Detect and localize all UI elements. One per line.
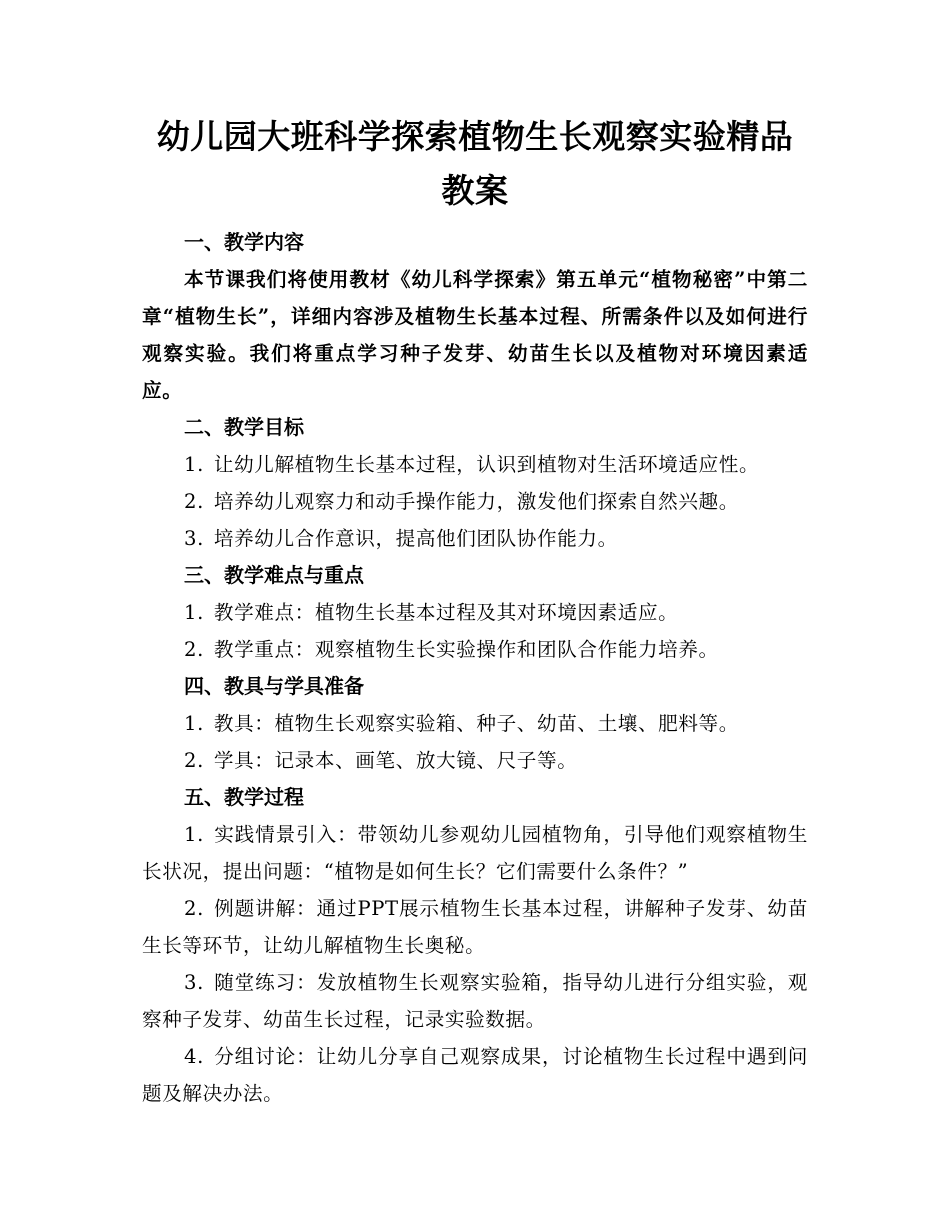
section-heading: 五、教学过程 [184, 785, 304, 809]
list-item-number: 1. [184, 823, 204, 846]
list-item-text: 教具：植物生长观察实验箱、种子、幼苗、土壤、肥料等。 [213, 712, 739, 735]
list-item-number: 2. [184, 490, 204, 513]
list-item-text: 随堂练习：发放植物生长观察实验箱，指导幼儿进行分组实验，观察种子发芽、幼苗生长过程，记录实验数据。 [142, 971, 808, 1031]
list-item-number: 2. [184, 897, 204, 920]
section-paragraph: 本节课我们将使用教材《幼儿科学探索》第五单元“植物秘密”中第二章“植物生长”，详细内容涉及植物生长基本过程、所需条件以及如何进行观察实验。我们将重点学习种子发芽、幼苗生长以及植物对环境因素适应。 [142, 268, 808, 402]
list-item [142, 1038, 808, 1112]
list-item-text: 例题讲解：通过PPT展示植物生长基本过程，讲解种子发芽、幼苗生长等环节，让幼儿解植物生长奥秘。 [142, 897, 808, 957]
list-item-number: 1. [184, 453, 204, 476]
list-item-number: 2. [184, 638, 204, 661]
list-item-text: 培养幼儿合作意识，提高他们团队协作能力。 [213, 527, 618, 550]
document-title [142, 110, 808, 218]
document-page [142, 110, 808, 1112]
section-heading: 三、教学难点与重点 [184, 563, 364, 587]
section-heading: 四、教具与学具准备 [184, 674, 364, 698]
list-item-text: 实践情景引入：带领幼儿参观幼儿园植物角，引导他们观察植物生长状况，提出问题：“植物是如何生长？它们需要什么条件？” [142, 823, 808, 883]
list-item-text: 学具：记录本、画笔、放大镜、尺子等。 [213, 749, 578, 772]
list-item-number: 4. [184, 1045, 204, 1068]
list-item [142, 483, 808, 520]
list-item-number: 1. [184, 601, 204, 624]
list-item-number: 1. [184, 712, 204, 735]
list-item-number: 3. [184, 971, 204, 994]
section-teaching-process [142, 779, 808, 1112]
list-item-number: 3. [184, 527, 204, 550]
list-item [142, 890, 808, 964]
list-item-text: 分组讨论：让幼儿分享自己观察成果，讨论植物生长过程中遇到问题及解决办法。 [142, 1045, 808, 1105]
list-item [142, 446, 808, 483]
list-item [142, 816, 808, 890]
list-item [142, 742, 808, 779]
section-materials [142, 668, 808, 779]
list-item-number: 2. [184, 749, 204, 772]
list-item [142, 964, 808, 1038]
list-item [142, 705, 808, 742]
section-difficulties-focus [142, 557, 808, 668]
title-line-1: 幼儿园大班科学探索植物生长观察实验精品 [156, 117, 794, 156]
list-item-text: 教学难点：植物生长基本过程及其对环境因素适应。 [213, 601, 679, 624]
list-item [142, 520, 808, 557]
list-item-text: 培养幼儿观察力和动手操作能力，激发他们探索自然兴趣。 [213, 490, 739, 513]
list-item [142, 594, 808, 631]
section-heading: 二、教学目标 [184, 415, 304, 439]
title-line-2: 教案 [441, 171, 509, 210]
section-heading: 一、教学内容 [184, 230, 304, 254]
list-item-text: 让幼儿解植物生长基本过程，认识到植物对生活环境适应性。 [213, 453, 760, 476]
list-item [142, 631, 808, 668]
section-teaching-content [142, 224, 808, 409]
list-item-text: 教学重点：观察植物生长实验操作和团队合作能力培养。 [213, 638, 719, 661]
section-teaching-goals [142, 409, 808, 557]
